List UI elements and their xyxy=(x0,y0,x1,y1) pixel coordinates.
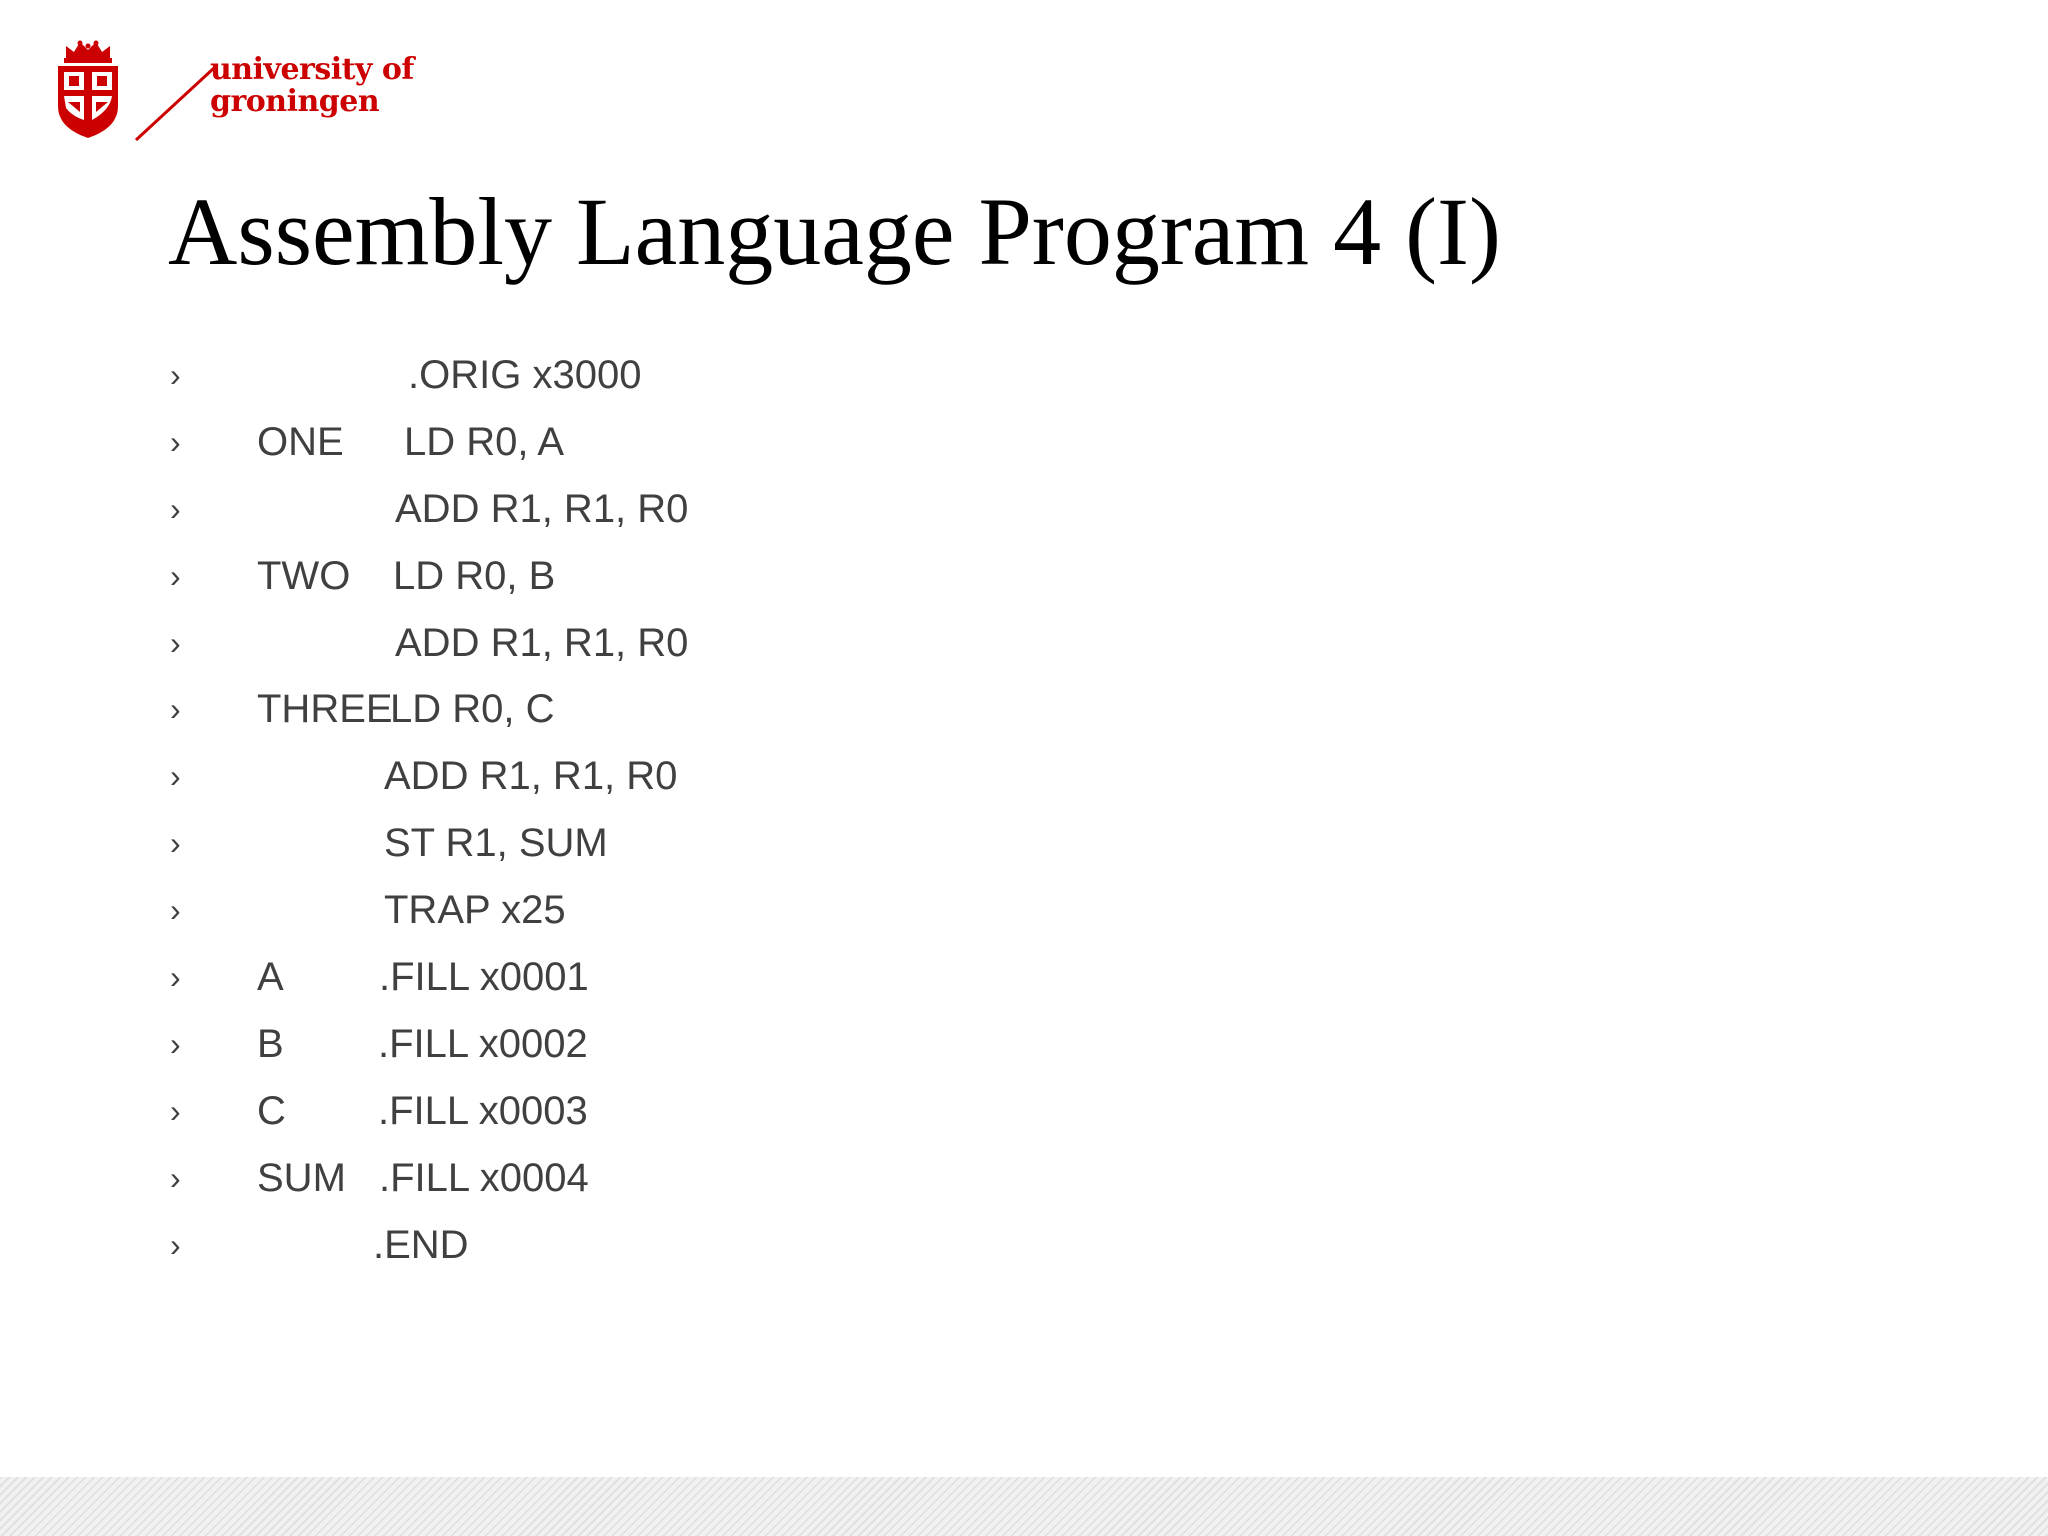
bullet-icon: › xyxy=(170,423,181,460)
code-instruction: ADD R1, R1, R0 xyxy=(395,486,689,531)
bullet-icon: › xyxy=(170,892,181,929)
code-instruction: LD R0, C xyxy=(390,687,555,732)
logo-text-line1: university of xyxy=(210,52,414,87)
code-label: SUM xyxy=(257,1155,346,1200)
bullet-icon: › xyxy=(170,825,181,862)
code-instruction: .FILL x0001 xyxy=(379,955,589,1000)
bullet-icon: › xyxy=(170,959,181,996)
bullet-icon: › xyxy=(170,1092,181,1129)
bullet-icon: › xyxy=(170,490,181,527)
bullet-icon: › xyxy=(170,357,181,393)
code-label: C xyxy=(257,1088,286,1133)
code-instruction: LD R0, B xyxy=(393,553,556,598)
bullet-icon: › xyxy=(170,624,181,661)
code-instruction: .END xyxy=(373,1222,469,1267)
logo-text-line2: groningen xyxy=(210,84,380,119)
bullet-icon: › xyxy=(170,1025,181,1062)
code-instruction: ST R1, SUM xyxy=(384,821,608,866)
logo-slash-icon xyxy=(130,40,220,144)
code-instruction: ADD R1, R1, R0 xyxy=(384,754,678,799)
code-label: THREE xyxy=(257,687,393,732)
code-label: TWO xyxy=(257,553,351,598)
code-label: B xyxy=(257,1021,284,1066)
bullet-icon: › xyxy=(170,1159,181,1196)
code-instruction: .ORIG x3000 xyxy=(408,353,642,397)
slide-title: Assembly Language Program 4 (I) xyxy=(168,178,1501,285)
bullet-icon: › xyxy=(170,557,181,594)
code-instruction: .FILL x0002 xyxy=(378,1021,588,1066)
footer-stripe xyxy=(0,1477,2048,1536)
code-instruction: TRAP x25 xyxy=(384,888,566,933)
university-logo xyxy=(52,40,432,144)
code-instruction: ADD R1, R1, R0 xyxy=(395,620,689,665)
code-instruction: LD R0, A xyxy=(404,419,565,464)
crest-icon xyxy=(52,40,124,140)
bullet-icon: › xyxy=(170,691,181,728)
code-label: A xyxy=(257,955,284,1000)
code-instruction: .FILL x0004 xyxy=(379,1155,589,1200)
logo-wordmark xyxy=(210,54,414,118)
code-instruction: .FILL x0003 xyxy=(378,1088,588,1133)
bullet-icon: › xyxy=(170,1226,181,1263)
code-label: ONE xyxy=(257,419,344,464)
bullet-icon: › xyxy=(170,758,181,795)
